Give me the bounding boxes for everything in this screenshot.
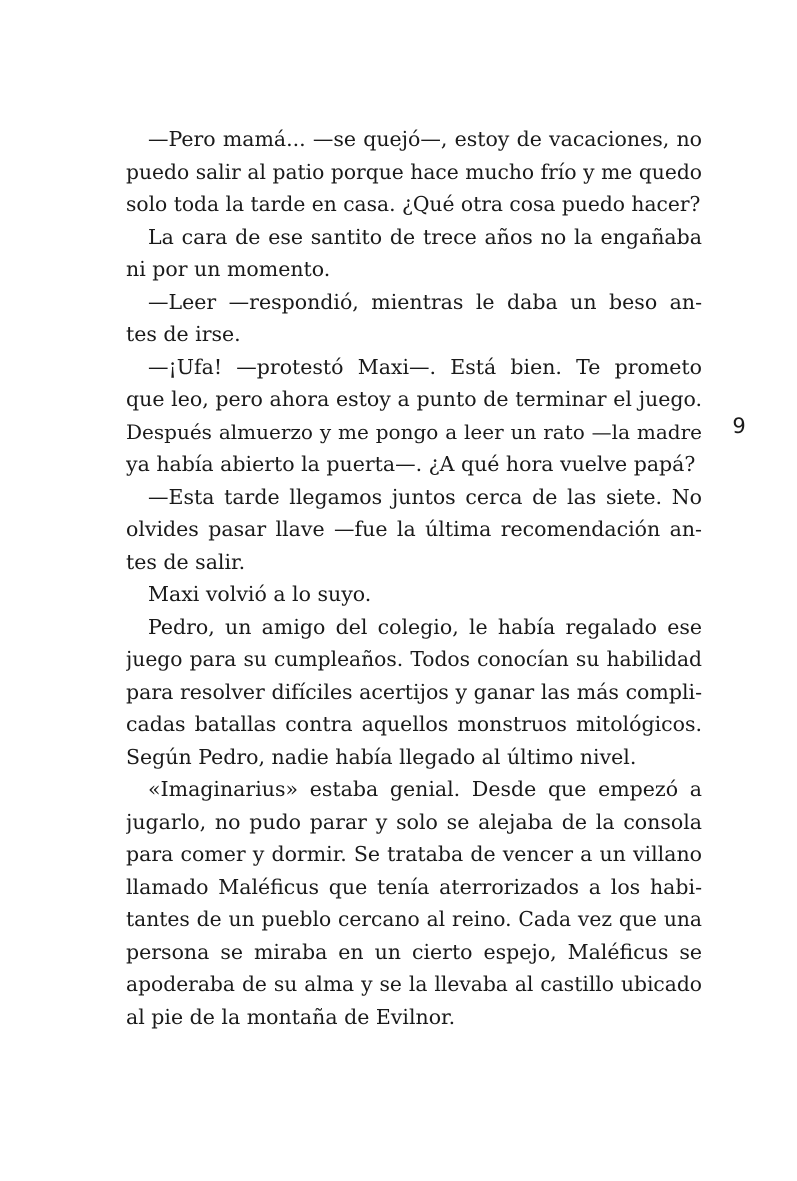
text-line: —Leer —respondió, mientras le daba un beso an- xyxy=(148,289,702,314)
text-line: «Imaginarius» estaba genial. Desde que empezó a xyxy=(148,777,702,801)
text-line: puedo salir al patio porque hace mucho frío y me quedo xyxy=(126,159,702,184)
text-line: ya había abierto la puerta—. ¿A qué hora vuelve papá? xyxy=(126,452,696,476)
page-number: 9 xyxy=(732,414,746,438)
text-line: Después almuerzo y me pongo a leer un rato —la madre xyxy=(126,419,702,444)
text-line: que leo, pero ahora estoy a punto de terminar el juego. xyxy=(126,387,702,411)
text-line: —Pero mamá... —se quejó—, estoy de vacaciones, no xyxy=(148,127,702,151)
text-line: Maxi volvió a lo suyo. xyxy=(148,582,372,606)
text-line: solo toda la tarde en casa. ¿Qué otra cosa puedo hacer? xyxy=(126,192,701,216)
text-line: La cara de ese santito de trece años no la engañaba xyxy=(148,224,702,249)
text-line: ni por un momento. xyxy=(126,257,331,281)
text-line: persona se miraba en un cierto espejo, Maléficus se xyxy=(126,939,702,964)
text-line: olvides pasar llave —fue la última recomendación an- xyxy=(126,517,702,541)
text-line: al pie de la montaña de Evilnor. xyxy=(126,1004,456,1029)
text-line: juego para su cumpleaños. Todos conocían su habilidad xyxy=(126,647,702,671)
text-line: tantes de un pueblo cercano al reino. Cada vez que una xyxy=(126,907,702,931)
text-line: para resolver difíciles acertijos y ganar las más compli- xyxy=(126,679,702,704)
text-line: cadas batallas contra aquellos monstruos mitológicos. xyxy=(126,712,702,736)
text-line: tes de salir. xyxy=(126,549,246,574)
text-line: apoderaba de su alma y se la llevaba al castillo ubicado xyxy=(126,972,702,996)
text-line: tes de irse. xyxy=(126,322,241,346)
text-line: —Esta tarde llegamos juntos cerca de las siete. No xyxy=(148,484,702,509)
text-line: para comer y dormir. Se trataba de vencer a un villano xyxy=(126,842,702,866)
text-line: Pedro, un amigo del colegio, le había regalado ese xyxy=(148,614,702,639)
text-line: —¡Ufa! —protestó Maxi—. Está bien. Te prometo xyxy=(148,354,702,379)
text-line: Según Pedro, nadie había llegado al último nivel. xyxy=(126,744,637,769)
text-line: llamado Maléficus que tenía aterrorizados a los habi- xyxy=(126,874,702,899)
text-line: jugarlo, no pudo parar y solo se alejaba de la consola xyxy=(126,809,702,834)
body-text xyxy=(126,123,702,1033)
